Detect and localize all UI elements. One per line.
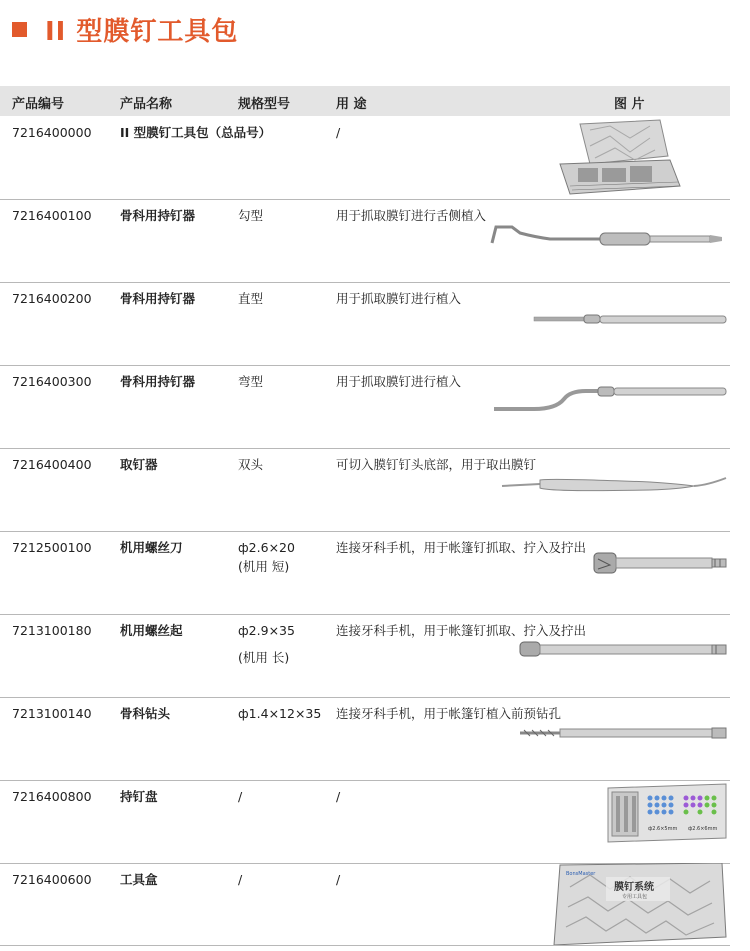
table-header (0, 86, 730, 116)
page-title: II 型膜钉工具包 (45, 16, 239, 47)
product-name: 骨科用持钉器 (120, 208, 196, 223)
product-spec: 直型 (238, 291, 264, 306)
product-name: II 型膜钉工具包（总品号） (120, 125, 272, 140)
tool-case-image (490, 863, 730, 951)
table-row (0, 282, 730, 366)
table-row (0, 614, 730, 698)
product-code: 7216400400 (12, 457, 92, 472)
product-name: 持钉盘 (120, 789, 158, 804)
toolkit-box-image (490, 116, 730, 199)
product-use: 用于抓取膜钉进行植入 (336, 291, 462, 306)
header-name: 产品名称 (120, 97, 173, 112)
product-code: 7213100140 (12, 706, 92, 721)
table-row (0, 697, 730, 781)
product-use: / (336, 125, 341, 140)
product-spec-note: (机用 长) (238, 650, 290, 665)
header-image: 图 片 (614, 97, 645, 112)
product-code: 7213100180 (12, 623, 92, 638)
product-use: 用于抓取膜钉进行舌侧植入 (336, 208, 487, 223)
product-code: 7216400800 (12, 789, 92, 804)
table-row (0, 531, 730, 615)
title-marker (12, 22, 27, 37)
hook-holder-image (490, 199, 730, 282)
product-code: 7216400100 (12, 208, 92, 223)
table-row (0, 448, 730, 532)
table-bottom-rule (0, 945, 730, 946)
product-code: 7212500100 (12, 540, 92, 555)
long-screwdriver-image (490, 614, 730, 697)
table-row (0, 199, 730, 283)
header-code: 产品编号 (12, 97, 65, 112)
tray-label-left: ф2.6×5mm (648, 826, 678, 832)
bent-holder-image (490, 365, 730, 448)
product-spec: ф1.4×12×35 (238, 706, 322, 721)
product-use: / (336, 872, 341, 887)
product-name: 工具盒 (120, 872, 158, 887)
table-row (0, 365, 730, 449)
product-name: 骨科用持钉器 (120, 374, 196, 389)
case-title: 膜钉系统 (614, 882, 654, 893)
product-name: 取钉器 (120, 457, 158, 472)
product-use: / (336, 789, 341, 804)
double-end-remover-image (490, 448, 730, 531)
product-code: 7216400600 (12, 872, 92, 887)
product-code: 7216400300 (12, 374, 92, 389)
product-use: 连接牙科手机，用于帐篷钉抓取、拧入及拧出 (336, 623, 587, 638)
product-name: 机用螺丝刀 (120, 540, 183, 555)
case-subtitle: 专用工具包 (622, 894, 648, 900)
product-spec: 勾型 (238, 208, 264, 223)
table-row (0, 780, 730, 864)
table-row (0, 116, 730, 200)
product-spec: ф2.6×20 (238, 540, 295, 555)
product-name: 骨科用持钉器 (120, 291, 196, 306)
product-spec: ф2.9×35 (238, 623, 295, 638)
table-row (0, 863, 730, 946)
tray-label-right: ф2.6×6mm (688, 826, 718, 832)
product-spec: / (238, 872, 243, 887)
product-name: 骨科钻头 (120, 706, 171, 721)
product-use: 可切入膜钉钉头底部，用于取出膜钉 (336, 457, 537, 472)
product-code: 7216400200 (12, 291, 92, 306)
product-spec: 弯型 (238, 374, 264, 389)
case-brand: BonsMaster (566, 871, 596, 877)
header-spec: 规格型号 (238, 97, 291, 112)
product-use: 连接牙科手机，用于帐篷钉抓取、拧入及拧出 (336, 540, 587, 555)
drill-bit-image (490, 697, 730, 780)
product-name: 机用螺丝起 (120, 623, 183, 638)
product-spec: 双头 (238, 457, 264, 472)
product-spec-note: (机用 短) (238, 559, 290, 574)
product-code: 7216400000 (12, 125, 92, 140)
product-spec: / (238, 789, 243, 804)
screw-tray-image (490, 780, 730, 863)
straight-holder-image (490, 282, 730, 365)
short-screwdriver-image (490, 531, 730, 614)
product-use: 用于抓取膜钉进行植入 (336, 374, 462, 389)
header-use: 用 途 (336, 97, 367, 112)
page-title-bar (12, 14, 239, 47)
product-use: 连接牙科手机，用于帐篷钉植入前预钻孔 (336, 706, 562, 721)
